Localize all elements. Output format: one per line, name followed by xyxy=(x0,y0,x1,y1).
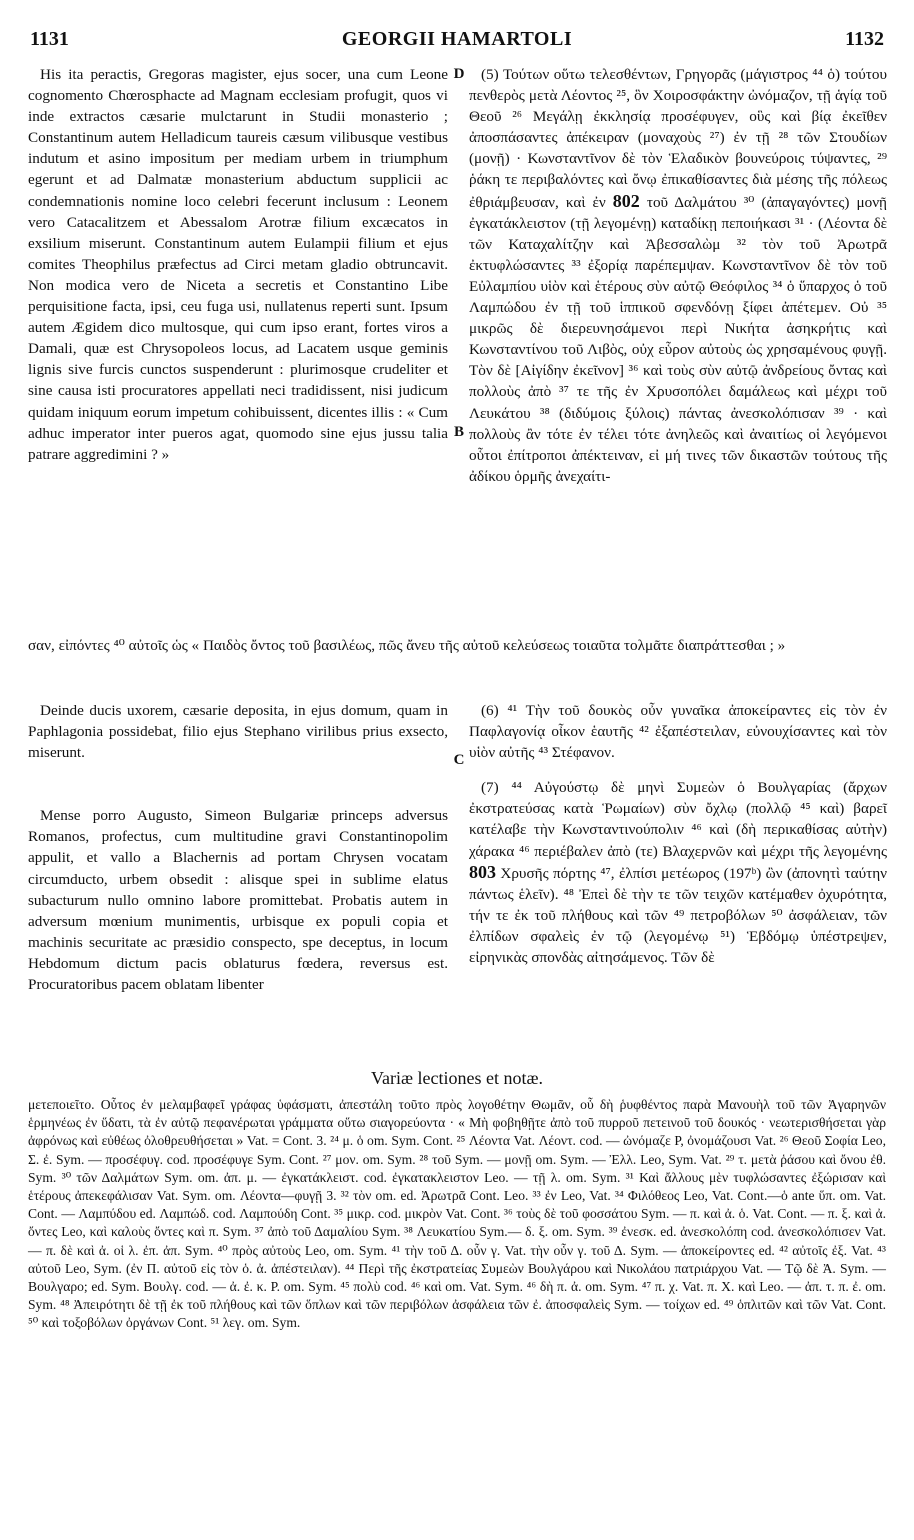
latin-column xyxy=(28,64,448,465)
greek-paragraph-5-text-a: (5) Τούτων οὕτω τελεσθέντων, Γρηγορᾶς (μάγιστρος ⁴⁴ ὁ) τούτου πενθερὸς μετὰ Λέοντος ²⁵, ὃν Χοιροσφάκτην ὠνόμαζον, τῇ ἁγίᾳ τοῦ Θεοῦ ²⁶ Μεγάλῃ ἐκκλησίᾳ προσέφυγεν, οὓς καὶ βίᾳ ἐκεῖθεν ἀποσπάσαντες ἀπέκειραν (μοναχοὺς ²⁷) ἐν τῇ ²⁸ τῶν Στουδίων (μονῇ) · Κωνσταντῖνον δὲ τὸν Ἑλαδικὸν βουνεύροις τύψαντες, ²⁹ ῥάκη τε περιβαλόντες καὶ ὄνῳ ἐπικαθίσαντες διὰ μέσης τῆς πόλεως ἐθριάμβευσαν, καὶ ἐν xyxy=(469,66,887,211)
notes-heading: Variæ lectiones et notæ. xyxy=(371,1068,543,1088)
greek-paragraph-7-text-b: Χρυσῆς πόρτης ⁴⁷, ἐλπίσι μετέωρος (197ᵇ) ὢν (ἀπονητὶ ταύτην πάντως ἑλεῖν). ⁴⁸ Ἐπεὶ δὲ τὴν τε τῶν τειχῶν κατέμαθεν ὀχυρότητα, τήν τε ἐκ τοῦ πλήθους καὶ τῶν ⁴⁹ πετροβόλων ⁵⁰ ἀσφάλειαν, τῶν ἐλπίδων σφαλεὶς ἐν τῷ (λεγομένῳ ⁵¹) Ἑβδόμῳ ὑπέστρεψεν, εἰρηνικὰς σπονδὰς αἰτησάμενος. Τῶν δὲ xyxy=(469,864,887,967)
spanning-line xyxy=(28,635,886,656)
notes-text: μετεποιεῖτο. Οὗτος ἐν μελαμβαφεῖ γράφας ὑφάσματι, ἀπεστάλη τοῦτο πρὸς λογοθέτην Θωμᾶν, οὗ δὴ ῥυφθέντος παρὰ Μανουὴλ τοῦ τῶν Ἀγαρηνῶν ἑρμηνέως ἐν ὕδατι, τὰ ἐν αὐτῷ πεφανέρωται γράμματα οὕτω σιαγορεύοντα · « Μὴ φοβηθῇτε ἀπὸ τοῦ πυρροῦ πετεινοῦ τοῦ δουκός · νεωτερισθήσεται γὰρ ἀφρόνως καὶ εὐθέως ὀλοθρευθήσεται » Vat. = Cont. 3. ²⁴ μ. ὁ om. Sym. Cont. ²⁵ Λέοντα Vat. Λέοντ. cod. — ὠνόμαζε P, ὀνομάζουσι Vat. ²⁶ Θεοῦ Σοφία Leo, Σ. ἐ. Sym. — προσέφυγ. cod. προσέφυγε Sym. Cont. ²⁷ μον. om. Sym. ²⁸ τοῦ Sym. — μονῇ om. Sym. — Ἐλλ. Leo, Sym. Vat. ²⁹ τ. μετὰ ῥάσου καὶ ὄνου ἐθ. Sym. ³⁰ τῶν Δαλμάτων Sym. om. ἀπ. μ. — ἐγκατάκλειστ. cod. ἐγκατακλειστον Leo. — τῇ λ. om. Sym. ³¹ Καὶ ἄλλους μὲν τυφλώσαντες ἐξώρισαν καὶ ἑτέρους ἀπεκεφάλισαν Vat. Sym. om. Λέοντα—φυγῇ 3. ³² τὸν om. ed. Ἀρωτρᾶ Cont. Leo. ³³ ἐν Leo, Vat. ³⁴ Φιλόθεος Leo, Vat. Cont.—ὁ ante ὕπ. om. Vat. Cont. — Λαμπύδου ed. Λαμπώδ. cod. Λαμπούδη Cont. ³⁵ μικρ. cod. μικρὸν Vat. Cont. ³⁶ τοὺς δὲ τοῦ φοσσάτου Sym. — π. καὶ ἀ. ὁ. Vat. Cont. — π. ξ. καὶ ἀ. ὄντες Leo, καὶ καλοὺς ὄντες καὶ π. Sym. ³⁷ ἀπὸ τοῦ Δαμαλίου Sym. ³⁸ Λευκατίου Sym.— δ. ξ. om. Sym. ³⁹ ἐνεσκ. ed. ἀνεσκολόπη cod. ἀνεσκολόπισεν Vat. — π. δὲ καὶ ἀ. οἱ λ. ἐπ. ἀπ. Sym. ⁴⁰ πρὸς αὐτοὺς Leo, om. Sym. ⁴¹ τὴν τοῦ Δ. οὖν γ. Vat. τὴν οὖν γ. τοῦ Δ. Sym. — ἀποκείροντες ed. ⁴² αὐτοῖς ἐξ. Vat. ⁴³ αὐτοῦ Leo, Sym. (ἐν Π. αὐτοῦ εἰς τὸν ὁ. ἀ. ἀπέστειλαν). ⁴⁴ Περὶ τῆς ἐκστρατείας Συμεὼν Βουλγάρου καὶ Νικολάου πατριάρχου Vat. — Τῷ δὲ Ἀ. Sym. — Βουλγαρο; ed. Sym. Βουλγ. cod. — ἀ. ἐ. κ. P. om. Sym. ⁴⁵ πολὺ cod. ⁴⁶ καὶ om. Vat. Sym. ⁴⁶ δὴ π. ἀ. om. Sym. ⁴⁷ π. χ. Vat. π. X. καὶ Leo. — ἀπ. τ. π. ἐ. om. Sym. ⁴⁸ Ἀπειρότητι δὲ τῇ ἐκ τοῦ πλήθους καὶ τῶν ὅπλων καὶ τῶν περιβόλων ἀσφάλεια τῶν ἐ. ἀποσφαλεὶς Sym. — τοίχων ed. ⁴⁹ ὁπλιτῶν καὶ τῶν Vat. Cont. ⁵⁰ καὶ τοξοβόλων ὀργάνων Cont. ⁵¹ λεγ. om. Sym. xyxy=(28,1097,886,1331)
margin-letter-b: B xyxy=(453,424,464,440)
critical-apparatus xyxy=(28,1096,886,1333)
page-number-left: 1131 xyxy=(30,28,69,50)
page-header xyxy=(30,28,884,58)
greek-paragraph-5-end: σαν, εἰπόντες ⁴⁰ αὐτοῖς ὡς « Παιδὸς ὄντος τοῦ βασιλέως, πῶς ἄνευ τῆς αὐτοῦ κελεύσεως τοιαῦτα τολμᾶτε διαπράττεσθαι ; » xyxy=(28,637,786,654)
greek-paragraph-6: (6) ⁴¹ Τὴν τοῦ δουκὸς οὖν γυναῖκα ἀποκείραντες εἰς τὸν ἐν Παφλαγονίᾳ οἶκον ἑαυτῆς ⁴² ἐξαπέστειλαν, εὐνουχίσαντες καὶ τὸν υἱὸν αὐτῆς ⁴³ Στέφανον. xyxy=(469,702,887,762)
edition-page-marker-803: 803 xyxy=(469,861,496,882)
latin-column-lower xyxy=(28,700,448,995)
greek-paragraph-7-text-a: (7) ⁴⁴ Αὐγούστῳ δὲ μηνὶ Συμεὼν ὁ Βουλγαρίας (ἄρχων ἐκστρατεύσας κατὰ Ῥωμαίων) σὺν ὄχλῳ (πολλῷ ⁴⁵ καὶ) βαρεῖ κατέλαβε τὴν Κωνσταντινούπολιν ⁴⁶ καὶ (δὴ περικαθίσας αὐτὴν) χάρακα ⁴⁶ περιέβαλεν ἀπὸ (τε) Βλαχερνῶν καὶ μέχρι τῆς λεγομένης xyxy=(469,779,887,860)
edition-page-marker-802: 802 xyxy=(612,190,640,211)
greek-paragraph-5-text-b: τοῦ Δαλμάτου ³⁰ (ἀπαγαγόντες) μονῇ ἐγκατάκλειστον (τῇ λεγομένῃ) καταδίκῃ πεποιήκασι ³¹ · (Λέοντα δὲ τῶν Καταχαλίτζην καὶ Ἀβεσσαλὼμ ³² τὸν τοῦ Ἀρωτρᾶ ἐκτυφλώσαντες ³³ ἐξορίᾳ παρέπεμψαν. Κωνσταντῖνον δὲ τὸν τοῦ Εὐλαμπίου υἱὸν καὶ ἑτέρους σὺν αὐτῷ Θεόφιλος ³⁴ ὁ ὕπαρχος ὁ τοῦ Λαμπώδου ἐν τῇ τοῦ ἱππικοῦ σφενδόνῃ ξίφει ἀπέτεμεν. Οὐ ³⁵ μικρῶς δὲ διερευνησάμενοι περὶ Νικήτα ἀσηκρήτις καὶ Κωνσταντίνου τοῦ Λιβὸς, οὐχ εὗρον αὐτοὺς ὡς χρησαμένους φυγῇ. Τὸν δὲ [Αἰγίδην ἐκεῖνον] ³⁶ καὶ τοὺς σὺν αὐτῷ ἀνδρείους ὄντας καὶ πολλοὺς ἀπὸ ³⁷ τε τῆς ἐν Χρυσοπόλει δαμάλεως καὶ μέχρι τοῦ Λευκάτου ³⁸ (διδύμοις ξύλοις) πάντας ἀνεσκολόπισαν ³⁹ · καὶ πολλοὺς ἂν τότε ἐν τέλει τότε ἀνηλεῶς καὶ ἀναιτίως οἱ λεγόμενοι οὗτοι ἐπίτροποι ἀπέκτειναν, εἰ μή τινες τῶν δικαστῶν τούτους τῆς ἀδίκου ὁρμῆς ἀνεχαίτι- xyxy=(469,193,888,485)
margin-letter-d: D xyxy=(453,66,465,82)
greek-paragraph-7 xyxy=(469,777,887,968)
page-number-right: 1132 xyxy=(845,28,884,50)
latin-paragraph-3: Mense porro Augusto, Simeon Bulgariæ princeps adversus Romanos, profectus, cum multitudine gravi Constantinopolim appulit, et vallo a Blachernis ad portam Chrysen vocatam circumducto, urbem obsedit : alisque spei in sublime elatus subacturum nullo omnino labore promittebat. Probatis autem in adversum mœnium munimentis, urbisque ex populi copia et machinis securitate ac præsidio conspecto, spe deceptus, in locum Hebdomum dictum pacis oblaturus fœdera, reversus est. Procuratoribus pacem oblatam libenter xyxy=(28,807,448,994)
latin-paragraph-2: Deinde ducis uxorem, cæsarie deposita, in ejus domum, quam in Paphlagonia possidebat, filio ejus Stephano virilibus prius exsecto, miserunt. xyxy=(28,702,448,762)
greek-column-lower xyxy=(469,700,887,968)
greek-column xyxy=(469,64,887,487)
latin-paragraph-1: His ita peractis, Gregoras magister, ejus socer, una cum Leone cognomento Chœrosphacte ad Magnam ecclesiam profugit, quos vi inde extractos cæsarie mulctarunt in Studii monasterio ; Constantinum autem Helladicum taureis cæsum vilibusque vestibus indutum et asino impositum per mediam urbem in triumphum egerunt et ad Dalmatæ monasterium abductum supplicii ac condemnationis nomine loco celebri fecerunt inclusum : Leonem vero Catacalitzem et Abessalom Arotræ filium excæcatos in exsilium miserunt. Constantinum autem Eulampii filium et ejus comites Theophilus præfectus ad Circi metam gladio obtruncavit. Non modica vero de Niceta a secretis et Constantino Libe perquisitione facta, ipsi, ceu fuga usi, nullatenus reperti sunt. Ipsum autem Ægidem dico multosque, qui cum ipso erant, fortes viros a Damali, quæ est Chrysopoleos locus, ad Lacatem usque geminis lignis sive furcis cunctos suspenderunt : plurimosque crudeliter et sine causa isti procuratores appellati neci tradidissent, nisi judicum quidam iniquum eorum impetum cohibuissent, dicentes illis : « Cum adhuc imperator inter pueros agat, quomodo sine ejus jussu talia patrare aggredimini ? » xyxy=(28,66,448,463)
running-title: GEORGII HAMARTOLI xyxy=(341,28,573,50)
greek-paragraph-5 xyxy=(469,64,887,487)
margin-letter-c: C xyxy=(453,752,465,768)
